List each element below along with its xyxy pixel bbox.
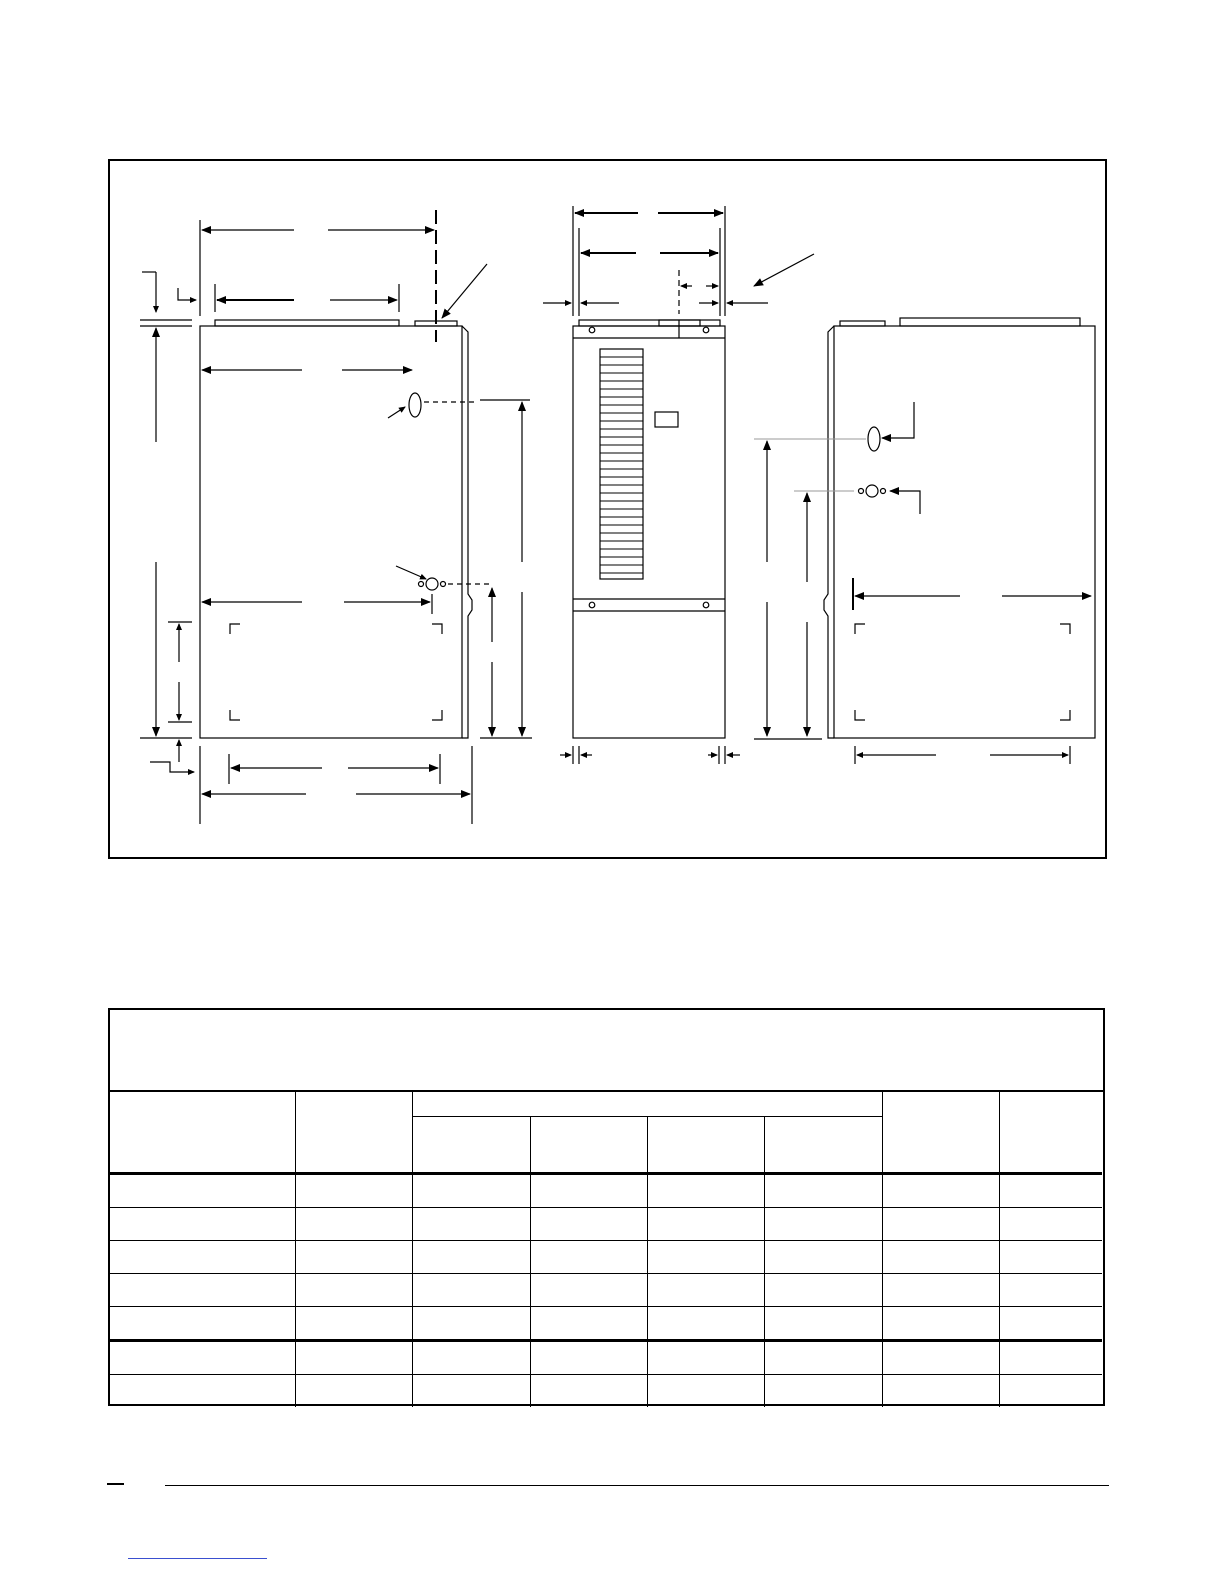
left-side-view xyxy=(140,210,532,824)
col-header-5 xyxy=(647,1117,764,1174)
front-louver-panel xyxy=(600,349,643,579)
footer-link[interactable] xyxy=(128,1558,267,1559)
col-header-7 xyxy=(882,1090,999,1174)
table-row xyxy=(110,1307,1102,1341)
table-title-row xyxy=(110,1010,1103,1092)
right-electrical-knockout xyxy=(866,485,878,497)
dimensions-table xyxy=(108,1008,1105,1406)
right-top-vent-collar xyxy=(840,321,885,326)
col-header-6 xyxy=(764,1117,882,1174)
front-top-flange xyxy=(579,320,720,326)
table-row xyxy=(110,1375,1102,1408)
left-return-edge xyxy=(462,326,472,738)
col-header-8 xyxy=(999,1090,1102,1174)
table-row xyxy=(110,1174,1102,1208)
right-return-edge xyxy=(824,326,834,738)
right-side-view xyxy=(754,318,1095,764)
front-cabinet-outline xyxy=(573,326,725,738)
dimension-drawing-frame xyxy=(108,159,1107,859)
louver-slats xyxy=(600,357,643,573)
right-top-flange xyxy=(900,318,1080,326)
spec-table-grid xyxy=(110,1090,1102,1407)
page-number-marker xyxy=(107,1483,124,1485)
footer-rule xyxy=(165,1485,1109,1486)
right-cabinet-outline xyxy=(834,326,1095,738)
col-header-model xyxy=(110,1090,295,1174)
table-row xyxy=(110,1274,1102,1307)
sight-window xyxy=(655,412,678,427)
right-gas-knockout-oval xyxy=(868,427,880,451)
front-view xyxy=(543,206,814,764)
gas-knockout-oval xyxy=(409,393,421,417)
col-header-3 xyxy=(412,1117,530,1174)
electrical-knockout xyxy=(426,578,438,590)
left-top-flange xyxy=(215,320,399,326)
col-group-header xyxy=(412,1090,882,1117)
col-header-2 xyxy=(295,1090,412,1174)
table-row xyxy=(110,1208,1102,1241)
table-row xyxy=(110,1341,1102,1375)
col-header-4 xyxy=(530,1117,647,1174)
left-cabinet-outline xyxy=(200,326,462,738)
table-row xyxy=(110,1241,1102,1274)
